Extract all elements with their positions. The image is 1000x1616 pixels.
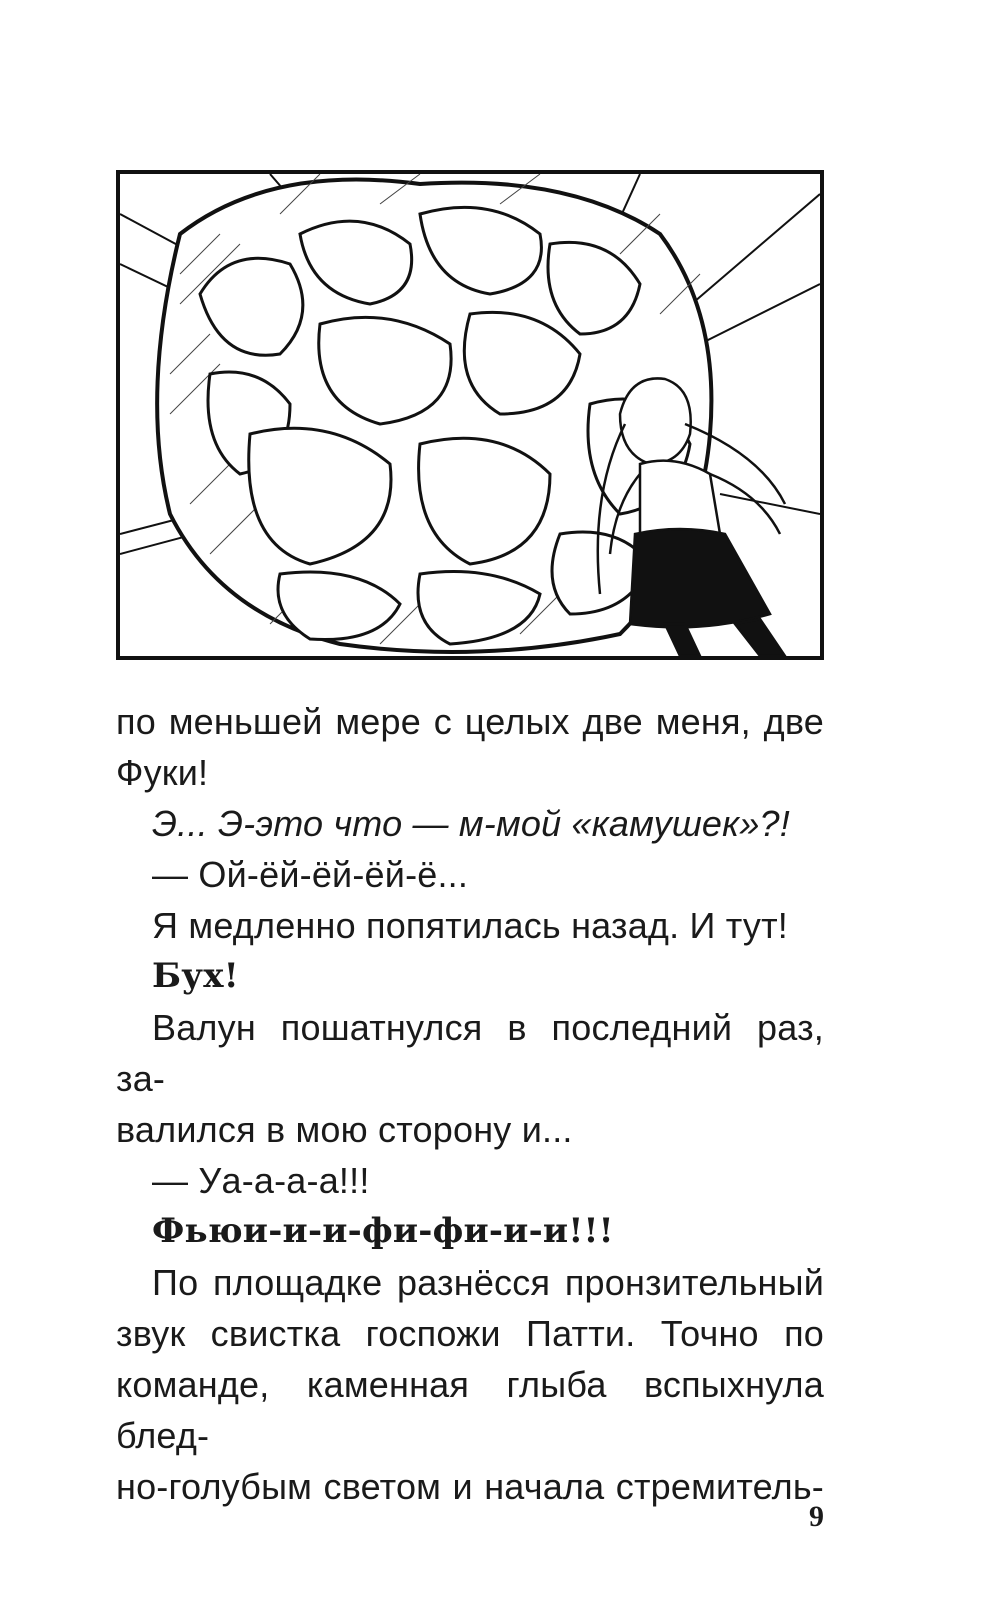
text-line: звук свистка госпожи Патти. Точно по — [116, 1313, 824, 1354]
text-line: Валун пошатнулся в последний раз, за- — [116, 1007, 824, 1099]
text-line: Фуки! — [116, 752, 209, 793]
text-line: По площадке разнёсся пронзительный — [152, 1262, 824, 1303]
text-line: — Ой-ёй-ёй-ёй-ё... — [152, 854, 469, 895]
text-line: но-голубым светом и начала стремитель- — [116, 1466, 824, 1507]
text-line: валился в мою сторону и... — [116, 1109, 573, 1150]
page-number: 9 — [809, 1500, 824, 1533]
sound-effect: Бух! — [152, 956, 239, 996]
illustration-panel — [116, 170, 824, 660]
body-text — [116, 696, 824, 1512]
text-line: Я медленно попятилась назад. И тут! — [152, 905, 788, 946]
text-line-italic: Э... Э-это что — м-мой «камушек»?! — [152, 803, 790, 844]
text-line: команде, каменная глыба вспыхнула блед- — [116, 1364, 824, 1456]
sound-effect: Фьюи-и-и-фи-фи-и-и!!! — [152, 1211, 614, 1251]
boulder-girl-drawing — [120, 174, 820, 656]
text-line: по меньшей мере с целых две меня, две — [116, 701, 824, 742]
text-line: — Уа-а-а-а!!! — [152, 1160, 370, 1201]
